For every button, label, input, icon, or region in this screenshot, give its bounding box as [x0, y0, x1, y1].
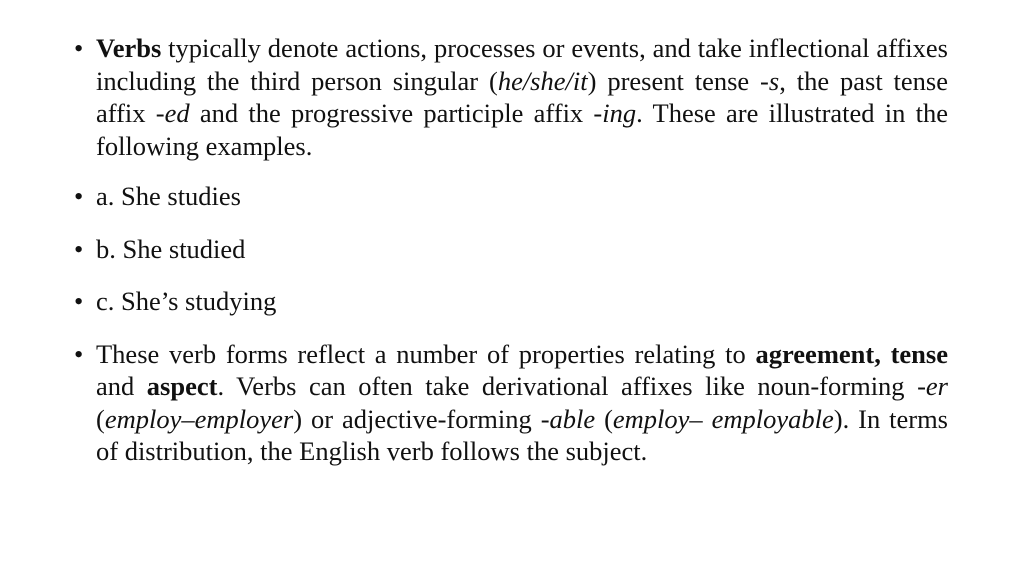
- italic-text: he/she/it: [497, 65, 588, 96]
- plain-text: (: [595, 403, 613, 434]
- bullet-marker: •: [74, 338, 84, 369]
- bullet-example-a: [74, 180, 948, 213]
- plain-text: These verb forms reflect a number of properties relating to: [96, 338, 756, 369]
- bold-text: aspect: [146, 371, 218, 401]
- bullet-text: [96, 339, 948, 467]
- bullet-example-b: [74, 233, 948, 266]
- plain-text: , the past tense affix -: [96, 65, 949, 128]
- plain-text: and: [96, 371, 147, 401]
- italic-text: employ– employable: [612, 403, 834, 434]
- italic-text: employ–employer: [104, 403, 294, 434]
- italic-text: ed: [164, 98, 190, 128]
- bullet-marker: •: [74, 233, 84, 264]
- plain-text: c. She’s studying: [96, 286, 277, 316]
- bullet-verb-properties: [74, 338, 948, 468]
- bullet-example-c: [74, 285, 948, 318]
- plain-text: . Verbs can often take derivational affixes like noun-forming -: [217, 371, 926, 401]
- italic-text: able: [549, 403, 596, 434]
- bullet-text: [96, 33, 948, 161]
- bullet-marker: •: [74, 33, 84, 63]
- bullet-text: [96, 181, 241, 211]
- italic-text: er: [925, 371, 948, 401]
- plain-text: . These are illustrated in the following examples.: [96, 98, 949, 161]
- bullet-text: [96, 286, 276, 316]
- plain-text: a. She studies: [96, 181, 241, 211]
- plain-text: ). In terms of distribution, the English verb follows the subject.: [96, 403, 948, 466]
- plain-text: (: [96, 403, 105, 434]
- bullet-marker: •: [74, 286, 84, 316]
- italic-text: ing: [602, 98, 637, 128]
- bold-text: agreement, tense: [755, 338, 948, 369]
- slide-content: [74, 32, 948, 468]
- plain-text: and the progressive participle affix -: [189, 98, 603, 128]
- bullet-verbs-definition: [74, 32, 948, 162]
- bullet-marker: •: [74, 181, 84, 211]
- plain-text: ) present tense -: [587, 65, 769, 96]
- plain-text: b. She studied: [96, 233, 246, 264]
- bullet-text: [96, 234, 245, 264]
- bold-text: Verbs: [96, 33, 162, 63]
- plain-text: typically denote actions, processes or events, and take inflectional affixes including the third person singular (: [96, 33, 948, 96]
- plain-text: ) or adjective-forming -: [293, 403, 550, 434]
- italic-text: s: [768, 65, 780, 96]
